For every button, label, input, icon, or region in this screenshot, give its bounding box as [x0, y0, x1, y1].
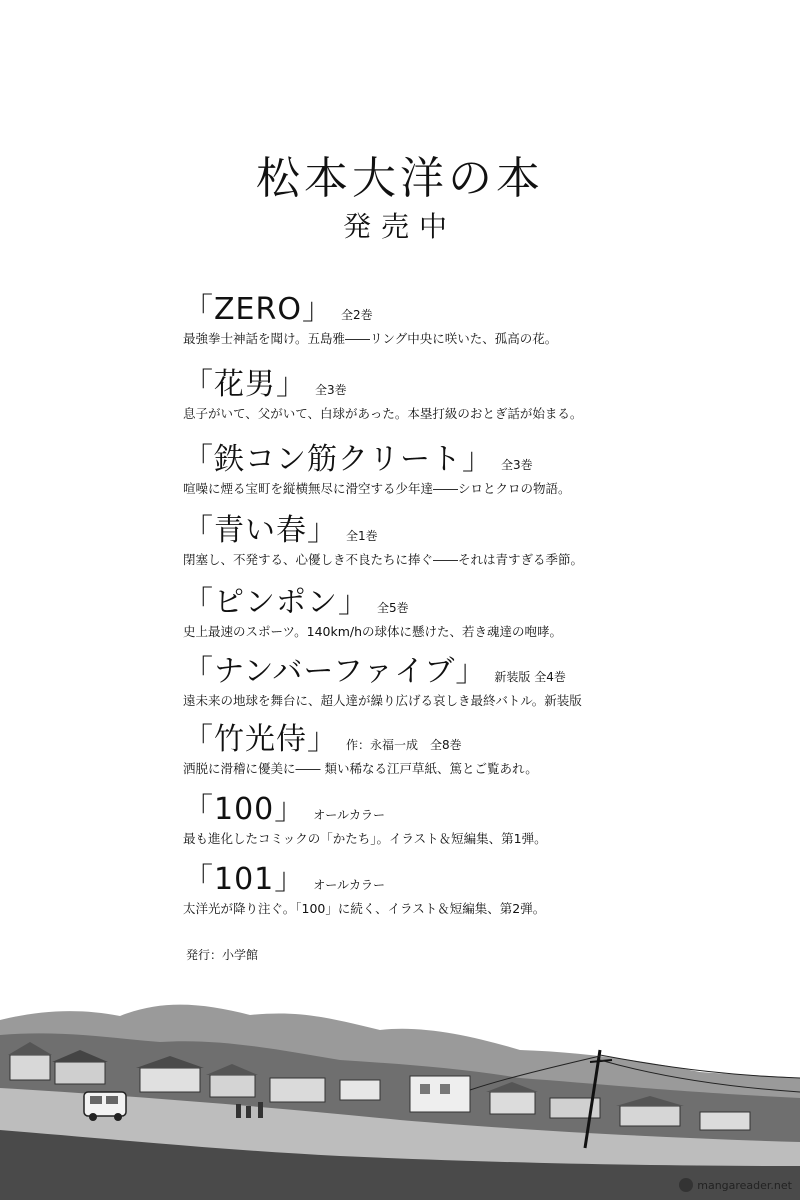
page-title: 松本大洋の本	[256, 153, 544, 204]
book-item	[183, 860, 545, 918]
book-volume-note: 新装版 全4巻	[494, 670, 566, 684]
book-item	[183, 720, 538, 778]
book-title: 「鉄コン筋クリート」	[183, 442, 493, 477]
van-illustration	[84, 1092, 126, 1121]
book-title: 「ナンバーファイブ」	[183, 654, 487, 689]
page-subtitle: 発売中	[342, 210, 457, 243]
book-item	[183, 583, 562, 641]
book-volume-note: 作：永福一成 全8巻	[346, 738, 462, 752]
book-title: 「花男」	[183, 367, 307, 402]
book-volume-note: 全1巻	[346, 529, 378, 543]
watermark-text: mangareader.net	[697, 1178, 792, 1192]
book-item	[183, 365, 582, 423]
book-description: 太洋光が降り注ぐ。「100」に続く、イラスト＆短編集、第2弾。	[183, 901, 546, 916]
book-item	[183, 440, 571, 498]
book-description: 洒脱に滑稽に優美に―― 類い稀なる江戸草紙、篤とご覧あれ。	[183, 761, 538, 776]
publisher-credit: 発行：小学館	[186, 948, 259, 962]
book-volume-note: オールカラー	[313, 878, 386, 892]
book-volume-note: 全3巻	[315, 383, 347, 397]
book-title: 「100」	[183, 792, 306, 827]
book-description: 史上最速のスポーツ。140km/hの球体に懸けた、若き魂達の咆哮。	[183, 624, 563, 639]
book-title: 「ピンポン」	[183, 585, 369, 620]
book-title: 「竹光侍」	[183, 722, 338, 757]
book-item	[183, 290, 557, 348]
book-volume-note: オールカラー	[313, 808, 386, 822]
book-volume-note: 全5巻	[377, 601, 409, 615]
book-item	[183, 790, 547, 848]
book-description: 息子がいて、父がいて、白球があった。本塁打級のおとぎ話が始まる。	[183, 406, 583, 421]
landscape-illustration	[0, 980, 800, 1200]
watermark	[679, 1178, 792, 1192]
book-item	[183, 511, 583, 569]
book-description: 喧噪に煙る宝町を縦横無尽に滑空する少年達――シロとクロの物語。	[183, 481, 571, 496]
book-volume-note: 全2巻	[340, 308, 373, 322]
book-description: 閉塞し、不発する、心優しき不良たちに捧ぐ――それは青すぎる季節。	[183, 552, 584, 567]
book-title: 「青い春」	[183, 513, 338, 548]
book-description: 遠未来の地球を舞台に、超人達が繰り広げる哀しき最終バトル。新装版	[183, 693, 582, 708]
watermark-logo-icon	[679, 1178, 693, 1192]
book-description: 最も進化したコミックの「かたち」。イラスト＆短編集、第1弾。	[183, 831, 547, 846]
book-title: 「101」	[183, 862, 306, 897]
book-item	[183, 652, 582, 710]
book-description: 最強拳士神話を聞け。五島雅――リング中央に咲いた、孤高の花。	[183, 331, 558, 346]
book-volume-note: 全3巻	[501, 458, 533, 472]
book-title: 「ZERO」	[183, 292, 333, 327]
